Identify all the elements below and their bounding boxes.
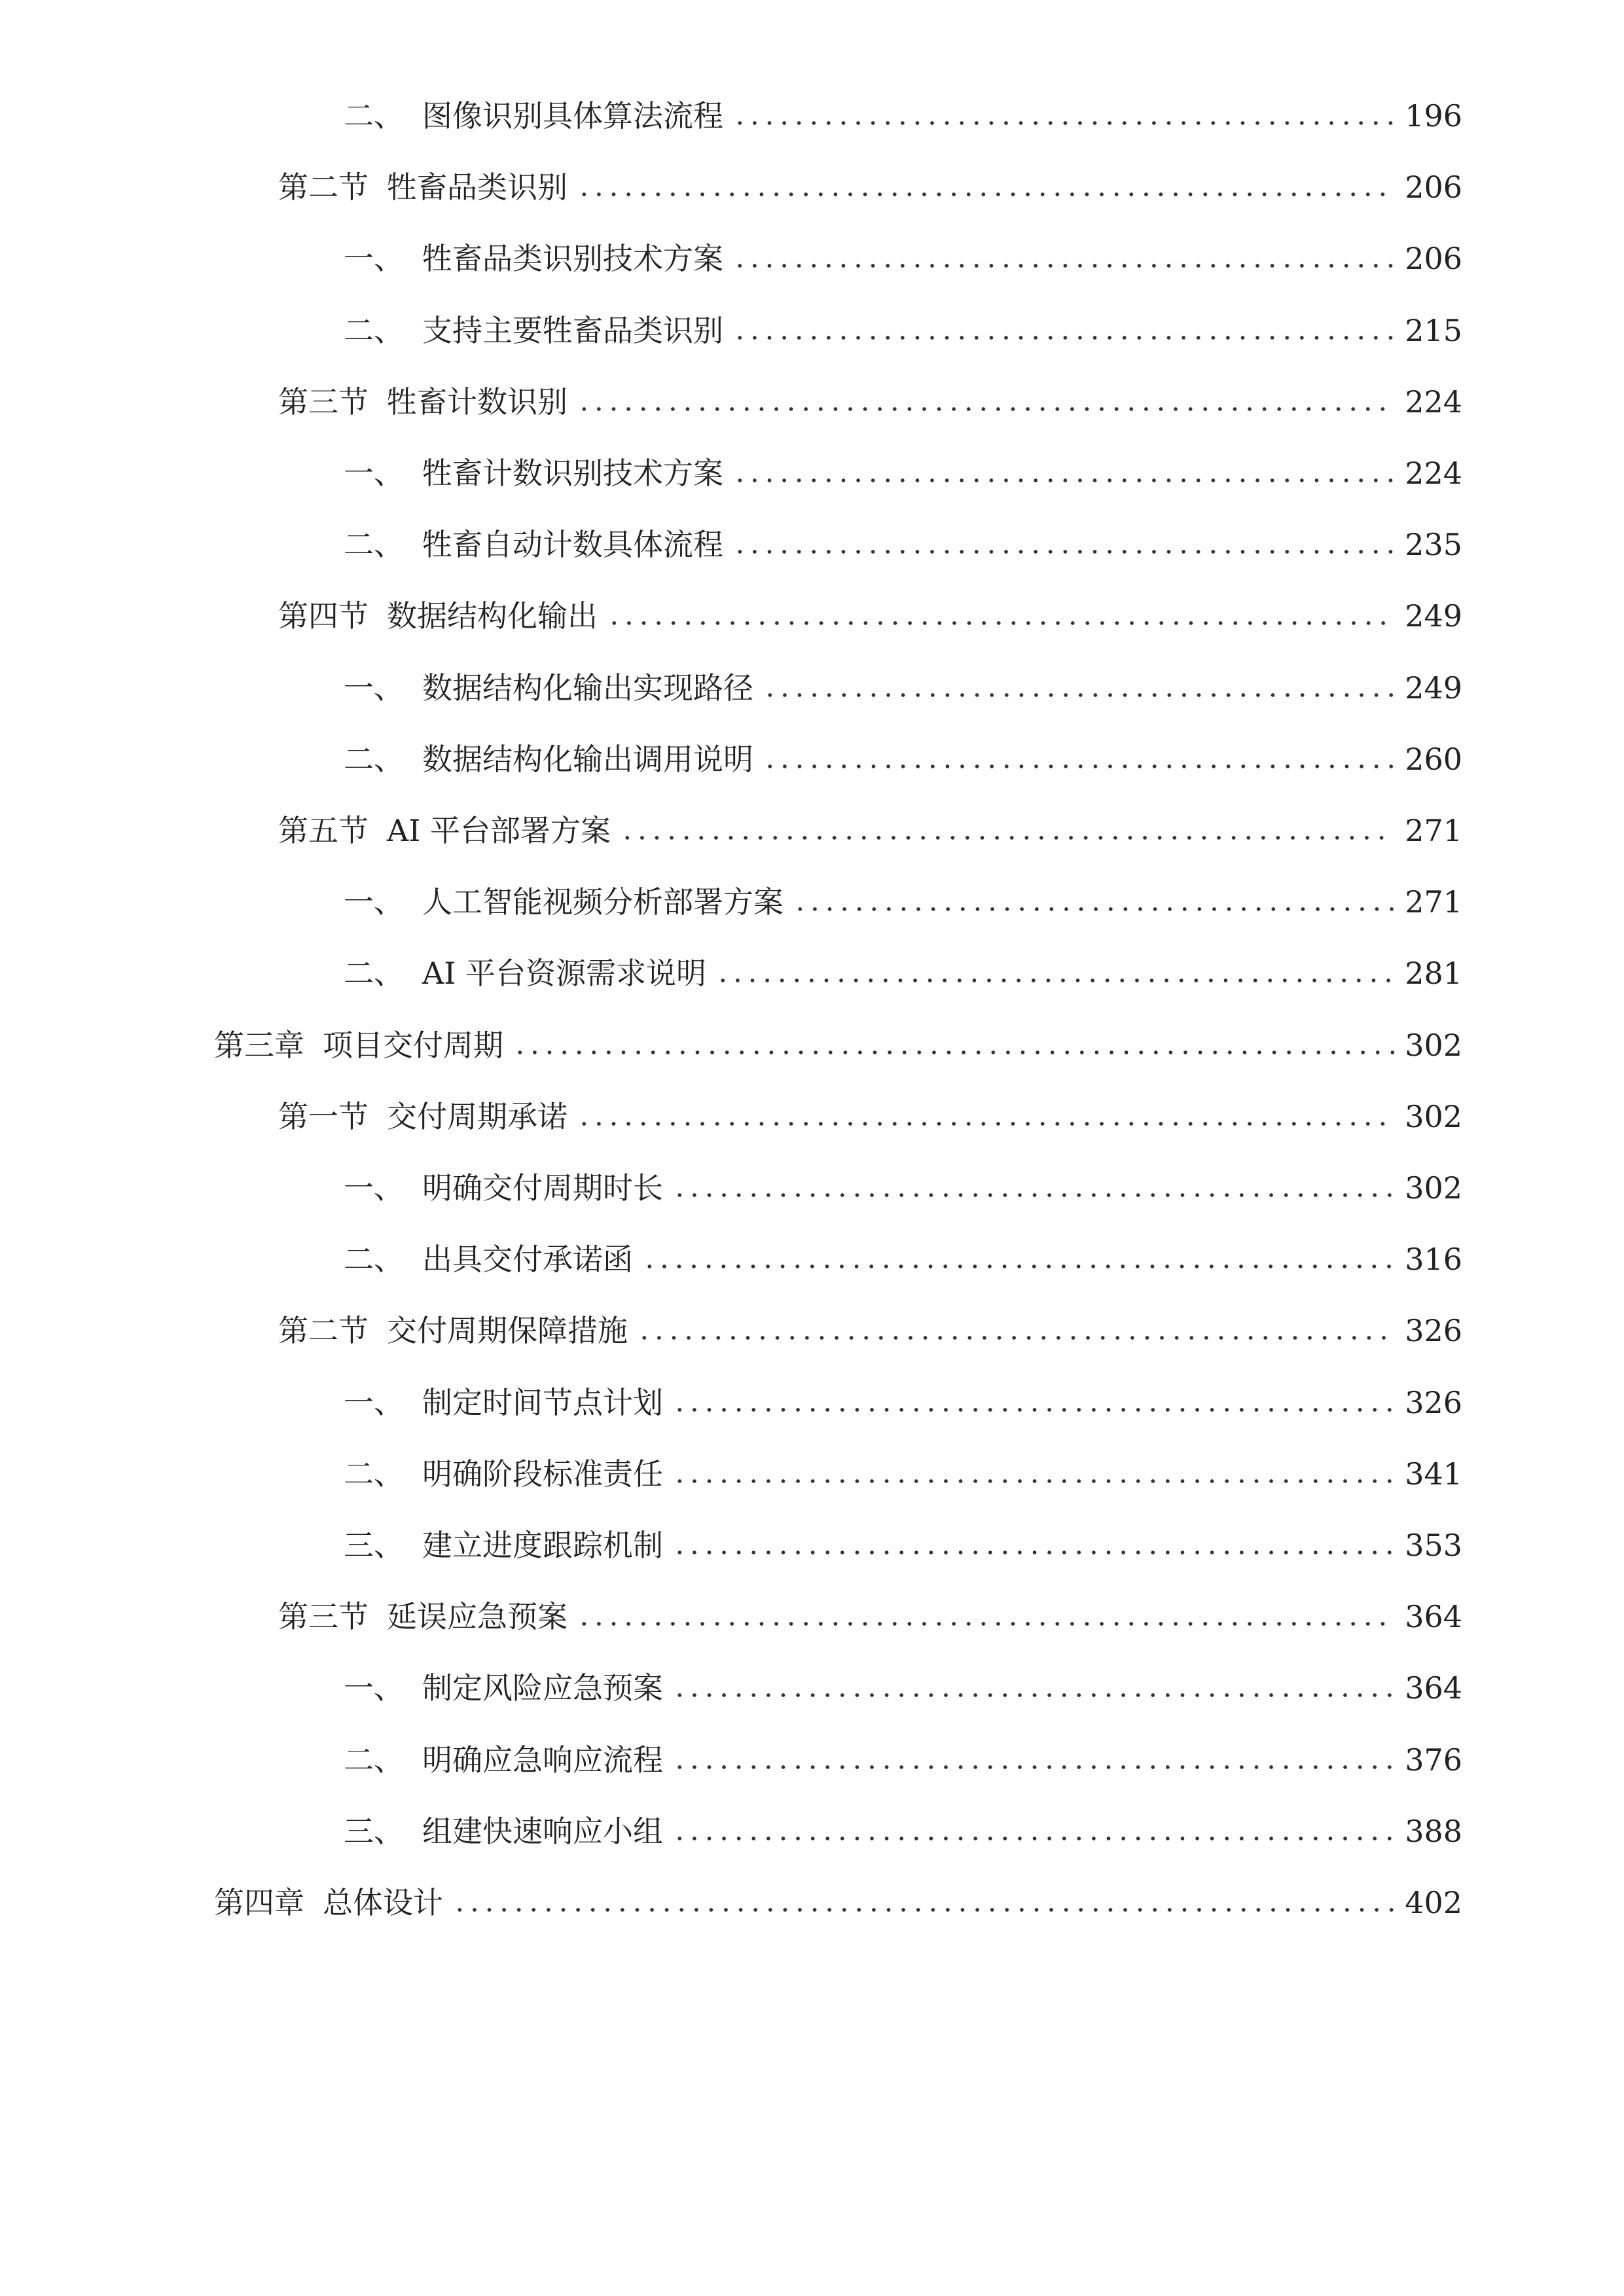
dot-leader — [452, 1907, 1394, 1912]
toc-entry-marker: 二、 — [344, 1456, 404, 1492]
dot-leader — [672, 1765, 1394, 1770]
toc-entry-marker: 二、 — [344, 1742, 404, 1778]
dot-leader — [715, 978, 1394, 983]
toc-entry[interactable] — [344, 1794, 1462, 1849]
toc-entry-title: 人工智能视频分析部署方案 — [422, 884, 784, 920]
toc-entry-page-number: 402 — [1405, 1885, 1462, 1920]
toc-entry[interactable] — [344, 507, 1462, 563]
dot-leader — [577, 406, 1394, 412]
dot-leader — [672, 1407, 1394, 1412]
toc-entry-marker: 三、 — [344, 1528, 404, 1563]
toc-entry[interactable] — [344, 293, 1462, 346]
toc-entry-marker: 二、 — [344, 1242, 404, 1278]
toc-entry-title: 牲畜计数识别技术方案 — [422, 456, 723, 491]
toc-entry[interactable] — [344, 722, 1462, 777]
toc-entry[interactable] — [278, 365, 1462, 420]
toc-entry-title: 交付周期承诺 — [387, 1098, 568, 1134]
dot-leader — [607, 620, 1394, 626]
dot-leader — [577, 192, 1394, 197]
toc-entry-marker: 二、 — [344, 98, 404, 134]
toc-entry-title: 牲畜计数识别 — [387, 384, 568, 420]
toc-entry-page-number: 235 — [1405, 527, 1462, 563]
toc-entry[interactable] — [344, 1723, 1462, 1778]
toc-entry-marker: 第一节 — [278, 1098, 369, 1134]
toc-entry-marker: 一、 — [344, 884, 404, 920]
dot-leader — [672, 1550, 1394, 1555]
toc-entry-title: 明确交付周期时长 — [422, 1170, 663, 1206]
toc-entry-marker: 一、 — [344, 456, 404, 491]
dot-leader — [672, 1693, 1394, 1698]
toc-entry-title: 明确应急响应流程 — [422, 1742, 663, 1778]
dot-leader — [732, 549, 1394, 554]
toc-entry-marker: 二、 — [344, 527, 404, 563]
toc-entry-marker: 第三节 — [278, 384, 369, 420]
toc-entry-page-number: 224 — [1405, 456, 1462, 491]
dot-leader — [732, 335, 1394, 340]
toc-entry-page-number: 364 — [1405, 1599, 1462, 1635]
dot-leader — [732, 263, 1394, 268]
toc-entry-page-number: 249 — [1405, 598, 1462, 634]
toc-entry-title: 明确阶段标准责任 — [422, 1456, 663, 1492]
toc-entry[interactable] — [278, 793, 1462, 846]
toc-entry-page-number: 326 — [1405, 1384, 1462, 1420]
toc-entry-title: 制定时间节点计划 — [422, 1384, 663, 1420]
toc-entry-page-number: 341 — [1405, 1456, 1462, 1492]
toc-entry[interactable] — [278, 1579, 1462, 1635]
dot-leader — [763, 692, 1394, 698]
toc-entry-page-number: 249 — [1405, 670, 1462, 706]
toc-entry[interactable] — [344, 1437, 1462, 1492]
toc-entry-marker: 二、 — [344, 956, 404, 992]
dot-leader — [577, 1621, 1394, 1626]
toc-entry-page-number: 271 — [1405, 884, 1462, 920]
toc-entry-title: 数据结构化输出调用说明 — [422, 741, 753, 777]
toc-entry[interactable] — [278, 1293, 1462, 1349]
dot-leader — [672, 1193, 1394, 1198]
toc-entry-marker: 一、 — [344, 670, 404, 706]
toc-entry-page-number: 364 — [1405, 1670, 1462, 1706]
toc-entry-marker: 第二节 — [278, 1313, 369, 1349]
toc-entry-page-number: 206 — [1405, 170, 1462, 206]
toc-entry-marker: 第二节 — [278, 170, 369, 206]
toc-entry[interactable] — [344, 936, 1462, 992]
toc-entry-title: 制定风险应急预案 — [422, 1670, 663, 1706]
dot-leader — [672, 1479, 1394, 1484]
toc-entry-page-number: 271 — [1405, 813, 1462, 848]
toc-entry-title: 交付周期保障措施 — [387, 1313, 628, 1349]
toc-entry-marker: 第四章 — [214, 1885, 304, 1920]
toc-entry-title: 项目交付周期 — [323, 1027, 503, 1063]
toc-entry[interactable] — [278, 150, 1462, 206]
toc-entry-marker: 二、 — [344, 312, 404, 348]
toc-entry-title: 牲畜自动计数具体流程 — [422, 527, 723, 563]
toc-entry[interactable] — [344, 1222, 1462, 1278]
dot-leader — [672, 1836, 1394, 1841]
toc-entry-page-number: 281 — [1405, 956, 1462, 992]
toc-entry-marker: 二、 — [344, 741, 404, 777]
toc-entry[interactable] — [344, 79, 1462, 134]
toc-entry-title: 总体设计 — [323, 1885, 443, 1920]
toc-entry-page-number: 388 — [1405, 1813, 1462, 1849]
dot-leader — [513, 1050, 1394, 1055]
dot-leader — [732, 120, 1394, 126]
toc-entry-marker: 一、 — [344, 1384, 404, 1420]
toc-entry-page-number: 353 — [1405, 1528, 1462, 1563]
toc-entry[interactable] — [214, 1008, 1462, 1063]
dot-leader — [620, 835, 1394, 840]
toc-entry[interactable] — [278, 1079, 1462, 1132]
dot-leader — [637, 1335, 1394, 1340]
toc-entry-title: AI 平台资源需求说明 — [422, 956, 707, 992]
dot-leader — [732, 478, 1394, 483]
toc-entry-marker: 一、 — [344, 1170, 404, 1206]
toc-entry[interactable] — [278, 579, 1462, 634]
toc-entry-title: 牲畜品类识别技术方案 — [422, 241, 723, 277]
toc-entry-page-number: 260 — [1405, 741, 1462, 777]
toc-entry-title: AI 平台部署方案 — [387, 813, 611, 848]
toc-entry-title: 建立进度跟踪机制 — [422, 1528, 663, 1563]
toc-entry-marker: 一、 — [344, 241, 404, 277]
dot-leader — [793, 906, 1394, 912]
toc-entry-page-number: 224 — [1405, 384, 1462, 420]
toc-entry-title: 出具交付承诺函 — [422, 1242, 633, 1278]
toc-entry-page-number: 215 — [1405, 312, 1462, 348]
toc-entry[interactable] — [344, 1508, 1462, 1563]
toc-entry-title: 数据结构化输出实现路径 — [422, 670, 753, 706]
toc-entry[interactable] — [344, 651, 1462, 706]
toc-entry-marker: 三、 — [344, 1813, 404, 1849]
toc-entry-page-number: 302 — [1405, 1098, 1462, 1134]
toc-entry[interactable] — [214, 1865, 1462, 1918]
toc-entry-title: 延误应急预案 — [387, 1599, 568, 1635]
toc-entry-page-number: 316 — [1405, 1242, 1462, 1278]
toc-entry[interactable] — [344, 1651, 1462, 1706]
toc-entry-title: 图像识别具体算法流程 — [422, 98, 723, 134]
toc-entry-page-number: 326 — [1405, 1313, 1462, 1349]
toc-entry[interactable] — [344, 221, 1462, 277]
toc-entry-marker: 第三章 — [214, 1027, 304, 1063]
toc-entry-marker: 第四节 — [278, 598, 369, 634]
toc-entry-marker: 第五节 — [278, 813, 369, 848]
toc-entry[interactable] — [344, 1151, 1462, 1206]
toc-entry-title: 数据结构化输出 — [387, 598, 598, 634]
dot-leader — [642, 1264, 1394, 1269]
toc-entry-marker: 第三节 — [278, 1599, 369, 1635]
toc-entry[interactable] — [344, 1365, 1462, 1418]
toc-entry-page-number: 302 — [1405, 1170, 1462, 1206]
toc-entry[interactable] — [344, 436, 1462, 491]
dot-leader — [763, 764, 1394, 769]
toc-entry-page-number: 196 — [1405, 98, 1462, 134]
toc-entry-title: 支持主要牲畜品类识别 — [422, 312, 723, 348]
dot-leader — [577, 1121, 1394, 1126]
toc-entry-marker: 一、 — [344, 1670, 404, 1706]
toc-entry-page-number: 302 — [1405, 1027, 1462, 1063]
toc-entry-title: 牲畜品类识别 — [387, 170, 568, 206]
toc-entry[interactable] — [344, 865, 1462, 920]
toc-entry-page-number: 206 — [1405, 241, 1462, 277]
toc-entry-title: 组建快速响应小组 — [422, 1813, 663, 1849]
toc-entry-page-number: 376 — [1405, 1742, 1462, 1778]
